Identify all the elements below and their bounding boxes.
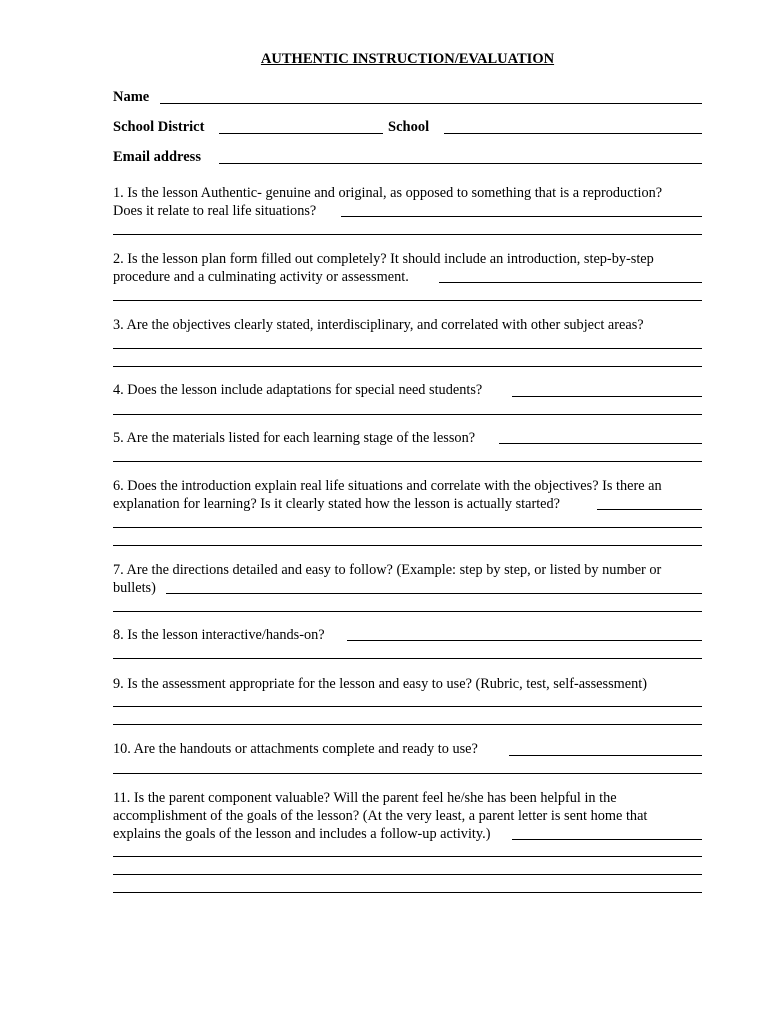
answer-7-line[interactable] <box>113 611 702 612</box>
answer-4-inline[interactable] <box>512 396 702 397</box>
question-3: 3. Are the objectives clearly stated, interdisciplinary, and correlated with other subject areas? <box>113 317 644 333</box>
answer-10-line[interactable] <box>113 773 702 774</box>
question-8: 8. Is the lesson interactive/hands-on? <box>113 627 325 643</box>
answer-9-line-1[interactable] <box>113 706 702 707</box>
answer-6-inline[interactable] <box>597 509 702 510</box>
question-10: 10. Are the handouts or attachments complete and ready to use? <box>113 741 478 757</box>
answer-11-line-2[interactable] <box>113 874 702 875</box>
answer-2-line[interactable] <box>113 300 702 301</box>
answer-5-inline[interactable] <box>499 443 702 444</box>
answer-11-inline[interactable] <box>512 839 702 840</box>
answer-3-line-1[interactable] <box>113 348 702 349</box>
answer-8-inline[interactable] <box>347 640 702 641</box>
email-field[interactable] <box>219 163 702 164</box>
question-11-line-2: accomplishment of the goals of the lesson? (At the very least, a parent letter is sent home that <box>113 808 648 824</box>
answer-11-line-3[interactable] <box>113 892 702 893</box>
school-district-field[interactable] <box>219 133 383 134</box>
answer-11-line-1[interactable] <box>113 856 702 857</box>
question-7-line-1: 7. Are the directions detailed and easy to follow? (Example: step by step, or listed by number or <box>113 562 662 578</box>
answer-8-line[interactable] <box>113 658 702 659</box>
question-6-line-1: 6. Does the introduction explain real life situations and correlate with the objectives? Is there an <box>113 478 662 494</box>
answer-2-inline[interactable] <box>439 282 702 283</box>
question-1-line-1: 1. Is the lesson Authentic- genuine and original, as opposed to something that is a reproduction? <box>113 185 663 201</box>
answer-6-line-1[interactable] <box>113 527 702 528</box>
answer-7-inline[interactable] <box>166 593 702 594</box>
question-7-line-2: bullets) <box>113 580 156 596</box>
answer-5-line[interactable] <box>113 461 702 462</box>
answer-4-line[interactable] <box>113 414 702 415</box>
school-district-label: School District <box>113 119 205 135</box>
question-11-line-1: 11. Is the parent component valuable? Will the parent feel he/she has been helpful in the <box>113 790 617 806</box>
name-label: Name <box>113 89 150 105</box>
answer-1-inline[interactable] <box>341 216 702 217</box>
question-2-line-2: procedure and a culminating activity or assessment. <box>113 269 409 285</box>
email-label: Email address <box>113 149 201 165</box>
question-4: 4. Does the lesson include adaptations for special need students? <box>113 382 483 398</box>
school-label: School <box>388 119 430 135</box>
question-2-line-1: 2. Is the lesson plan form filled out completely? It should include an introduction, step-by-step <box>113 251 654 267</box>
answer-1-line[interactable] <box>113 234 702 235</box>
school-field[interactable] <box>444 133 702 134</box>
question-5: 5. Are the materials listed for each learning stage of the lesson? <box>113 430 476 446</box>
question-9: 9. Is the assessment appropriate for the lesson and easy to use? (Rubric, test, self-assessment) <box>113 676 648 692</box>
answer-9-line-2[interactable] <box>113 724 702 725</box>
answer-10-inline[interactable] <box>509 755 702 756</box>
question-11-line-3: explains the goals of the lesson and includes a follow-up activity.) <box>113 826 491 842</box>
form-title: AUTHENTIC INSTRUCTION/EVALUATION <box>260 51 555 67</box>
answer-6-line-2[interactable] <box>113 545 702 546</box>
answer-3-line-2[interactable] <box>113 366 702 367</box>
question-1-line-2: Does it relate to real life situations? <box>113 203 317 219</box>
name-field[interactable] <box>160 103 702 104</box>
question-6-line-2: explanation for learning? Is it clearly stated how the lesson is actually started? <box>113 496 561 512</box>
